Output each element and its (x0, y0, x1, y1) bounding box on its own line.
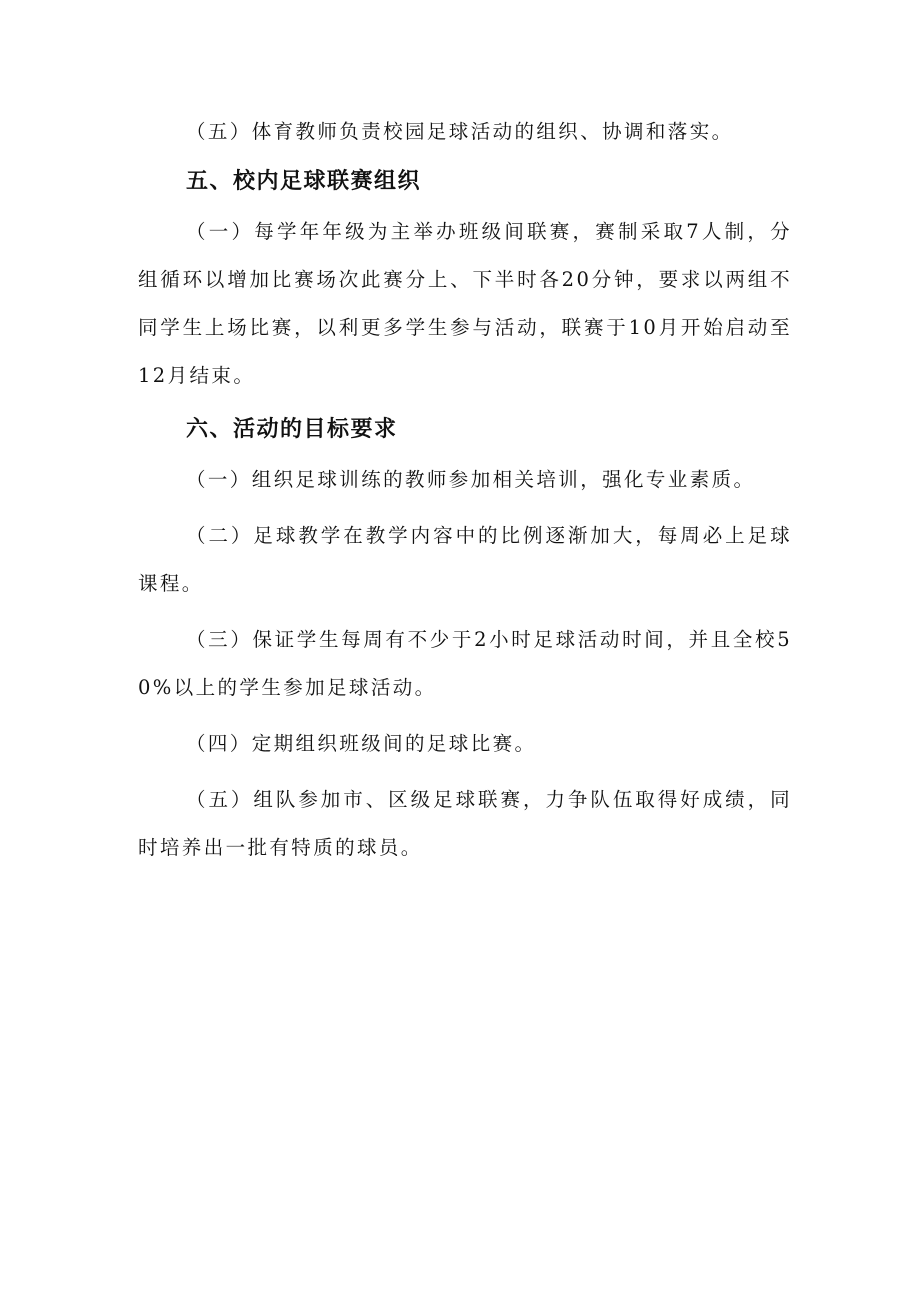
spacer (138, 768, 792, 776)
paragraph-section6-item2: （二）足球教学在教学内容中的比例逐渐加大，每周必上足球课程。 (138, 524, 792, 595)
paragraph-section4-item5: （五）体育教师负责校园足球活动的组织、协调和落实。 (186, 120, 734, 143)
document-body (138, 108, 792, 872)
section-heading-6: 六、活动的目标要求 (186, 417, 398, 442)
paragraph-section5-item1: （一）每学年年级为主举办班级间联赛，赛制采取7人制，分组循环以增加比赛场次此赛分上、下半时各20分钟，要求以两组不同学生上场比赛，以利更多学生参与活动，联赛于10月开始启动至12月结束。 (138, 220, 792, 387)
spacer (138, 504, 792, 512)
section-heading-5: 五、校内足球联赛组织 (186, 169, 422, 194)
paragraph-section6-item5: （五）组队参加市、区级足球联赛，力争队伍取得好成绩，同时培养出一批有特质的球员。 (138, 788, 792, 859)
spacer (138, 712, 792, 720)
paragraph-section6-item1: （一）组织足球训练的教师参加相关培训，强化专业素质。 (186, 468, 756, 491)
paragraph-section6-item4: （四）定期组织班级间的足球比赛。 (186, 732, 537, 755)
spacer (138, 608, 792, 616)
paragraph-section6-item3: （三）保证学生每周有不少于2小时足球活动时间，并且全校50%以上的学生参加足球活动。 (138, 628, 792, 699)
